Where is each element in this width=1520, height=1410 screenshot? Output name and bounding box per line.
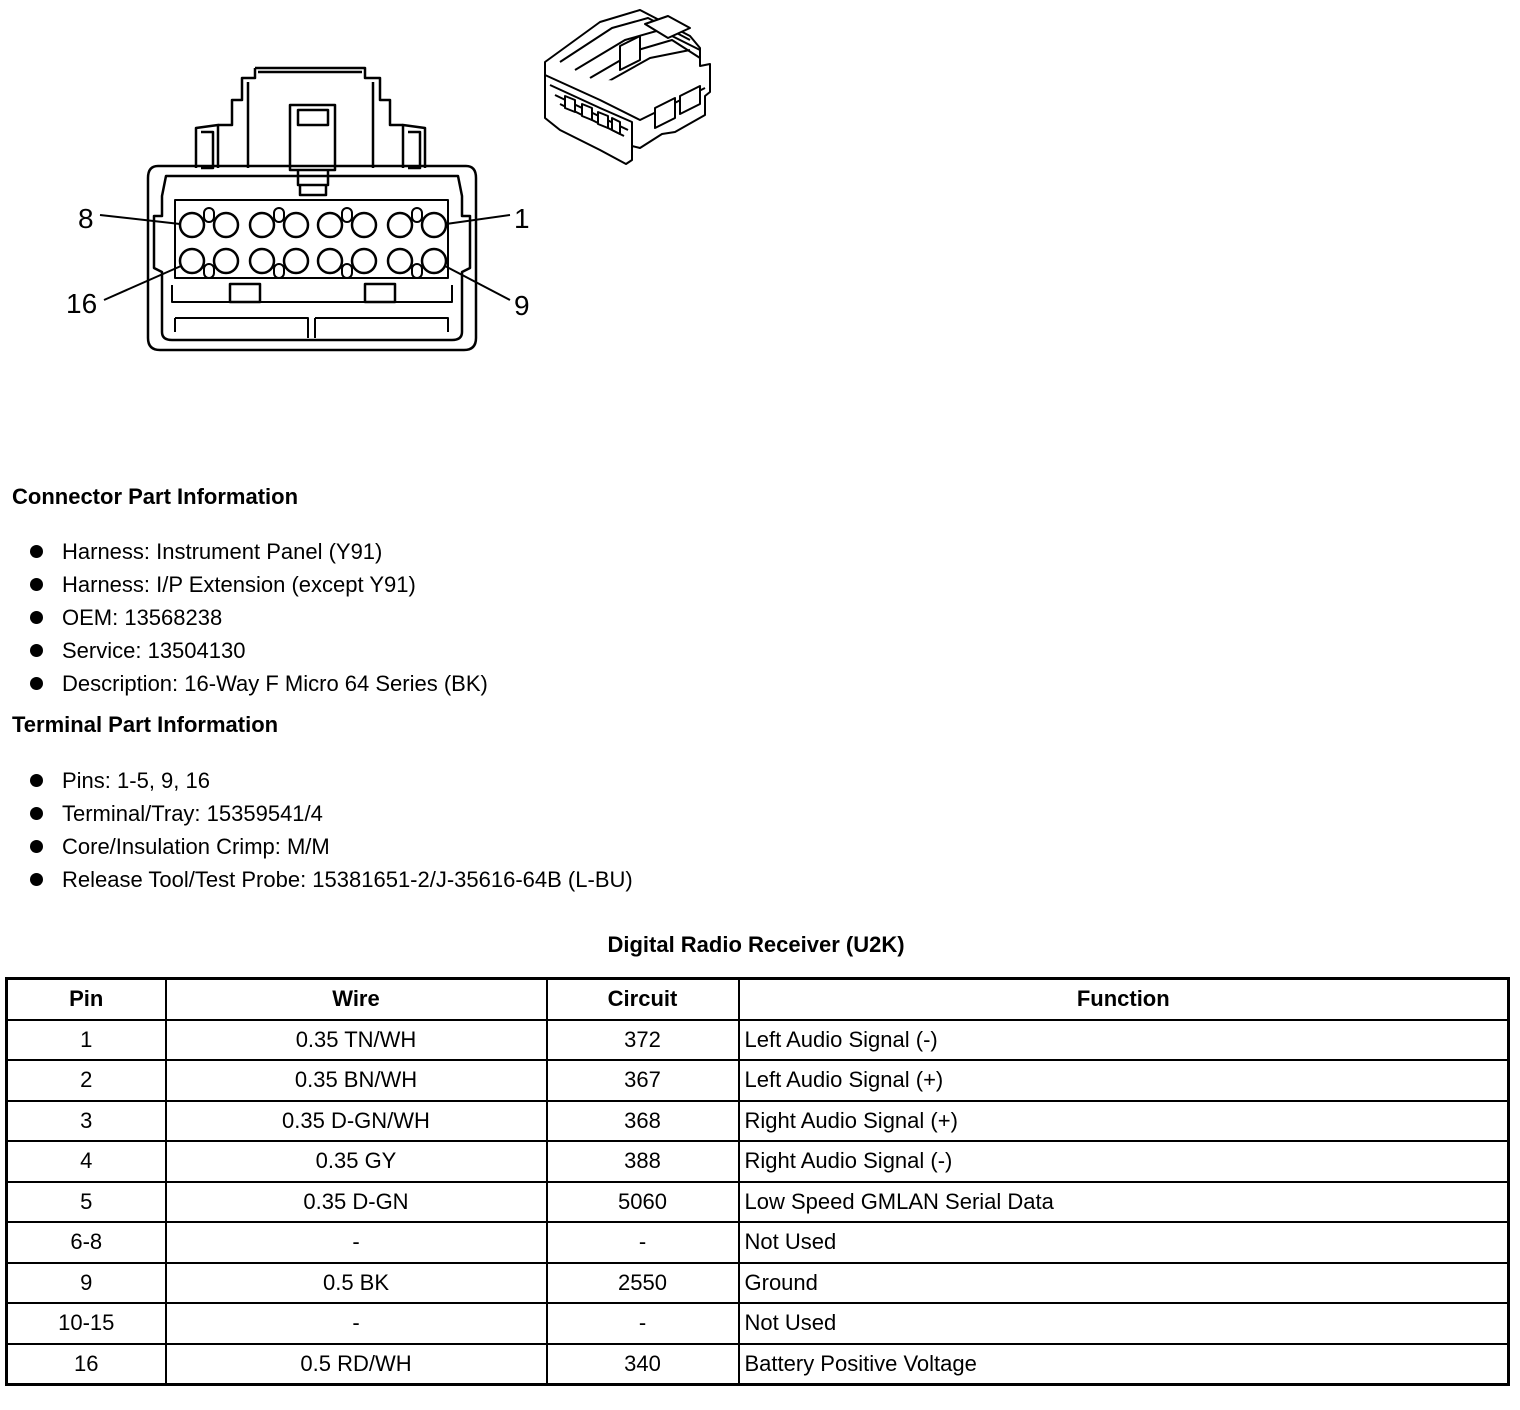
cell-function: Ground — [739, 1263, 1509, 1304]
cell-function: Not Used — [739, 1303, 1509, 1344]
table-row — [7, 1101, 1509, 1142]
cell-wire: 0.35 BN/WH — [166, 1060, 547, 1101]
cell-circuit: 340 — [547, 1344, 739, 1385]
table-row — [7, 1141, 1509, 1182]
pin-table-title: Digital Radio Receiver (U2K) — [607, 932, 905, 957]
table-row — [7, 1060, 1509, 1101]
list-item: Core/Insulation Crimp: M/M — [30, 830, 633, 863]
pin-label-9: 9 — [514, 290, 530, 321]
terminal-part-info-list — [30, 764, 633, 896]
table-row — [7, 1263, 1509, 1304]
column-header-function: Function — [739, 979, 1509, 1020]
cell-pin: 6-8 — [7, 1222, 166, 1263]
cell-function: Right Audio Signal (-) — [739, 1141, 1509, 1182]
cell-circuit: 5060 — [547, 1182, 739, 1223]
cell-pin: 5 — [7, 1182, 166, 1223]
table-row — [7, 1344, 1509, 1385]
cell-circuit: 368 — [547, 1101, 739, 1142]
cell-wire: 0.35 TN/WH — [166, 1020, 547, 1061]
pin-15 — [214, 249, 238, 273]
cell-circuit: - — [547, 1303, 739, 1344]
list-item: Pins: 1-5, 9, 16 — [30, 764, 633, 797]
cell-circuit: 2550 — [547, 1263, 739, 1304]
cell-wire: 0.5 BK — [166, 1263, 547, 1304]
list-item: Description: 16-Way F Micro 64 Series (BK) — [30, 667, 488, 700]
connector-face-diagram — [60, 55, 560, 365]
table-header-row — [7, 979, 1509, 1020]
cell-function: Left Audio Signal (-) — [739, 1020, 1509, 1061]
pin-16 — [180, 249, 204, 273]
pin-3 — [352, 213, 376, 237]
cell-wire: - — [166, 1222, 547, 1263]
cell-function: Left Audio Signal (+) — [739, 1060, 1509, 1101]
list-item: Harness: I/P Extension (except Y91) — [30, 568, 488, 601]
pin-7 — [214, 213, 238, 237]
cell-pin: 3 — [7, 1101, 166, 1142]
pin-11 — [352, 249, 376, 273]
cell-wire: - — [166, 1303, 547, 1344]
cell-wire: 0.35 D-GN/WH — [166, 1101, 547, 1142]
cell-wire: 0.35 D-GN — [166, 1182, 547, 1223]
connector-part-info-list — [30, 535, 488, 700]
table-row — [7, 1182, 1509, 1223]
list-item: Service: 13504130 — [30, 634, 488, 667]
pin-table — [5, 977, 1510, 1386]
cell-pin: 1 — [7, 1020, 166, 1061]
cell-wire: 0.35 GY — [166, 1141, 547, 1182]
column-header-pin: Pin — [7, 979, 166, 1020]
table-row — [7, 1222, 1509, 1263]
pin-2 — [388, 213, 412, 237]
cell-circuit: 367 — [547, 1060, 739, 1101]
pin-1 — [422, 213, 446, 237]
pin-label-16: 16 — [66, 288, 98, 319]
list-item: Harness: Instrument Panel (Y91) — [30, 535, 488, 568]
connector-isometric-diagram — [535, 0, 720, 170]
cell-function: Low Speed GMLAN Serial Data — [739, 1182, 1509, 1223]
terminal-part-info-heading: Terminal Part Information — [12, 712, 279, 737]
pin-4 — [318, 213, 342, 237]
cell-circuit: 388 — [547, 1141, 739, 1182]
list-item: Release Tool/Test Probe: 15381651-2/J-35616-64B (L-BU) — [30, 863, 633, 896]
table-row — [7, 1303, 1509, 1344]
pin-label-8: 8 — [78, 203, 94, 234]
cell-pin: 2 — [7, 1060, 166, 1101]
pin-10 — [388, 249, 412, 273]
pin-14 — [250, 249, 274, 273]
cell-circuit: 372 — [547, 1020, 739, 1061]
pin-label-1: 1 — [514, 203, 530, 234]
column-header-wire: Wire — [166, 979, 547, 1020]
cell-pin: 4 — [7, 1141, 166, 1182]
pin-5 — [284, 213, 308, 237]
cell-wire: 0.5 RD/WH — [166, 1344, 547, 1385]
pin-12 — [318, 249, 342, 273]
cell-function: Battery Positive Voltage — [739, 1344, 1509, 1385]
pin-13 — [284, 249, 308, 273]
cell-function: Right Audio Signal (+) — [739, 1101, 1509, 1142]
column-header-circuit: Circuit — [547, 979, 739, 1020]
cell-pin: 10-15 — [7, 1303, 166, 1344]
connector-part-info-heading: Connector Part Information — [12, 484, 299, 509]
list-item: Terminal/Tray: 15359541/4 — [30, 797, 633, 830]
pin-6 — [250, 213, 274, 237]
table-row — [7, 1020, 1509, 1061]
list-item: OEM: 13568238 — [30, 601, 488, 634]
cell-function: Not Used — [739, 1222, 1509, 1263]
cell-pin: 16 — [7, 1344, 166, 1385]
cell-pin: 9 — [7, 1263, 166, 1304]
cell-circuit: - — [547, 1222, 739, 1263]
pin-8 — [180, 213, 204, 237]
pin-9 — [422, 249, 446, 273]
